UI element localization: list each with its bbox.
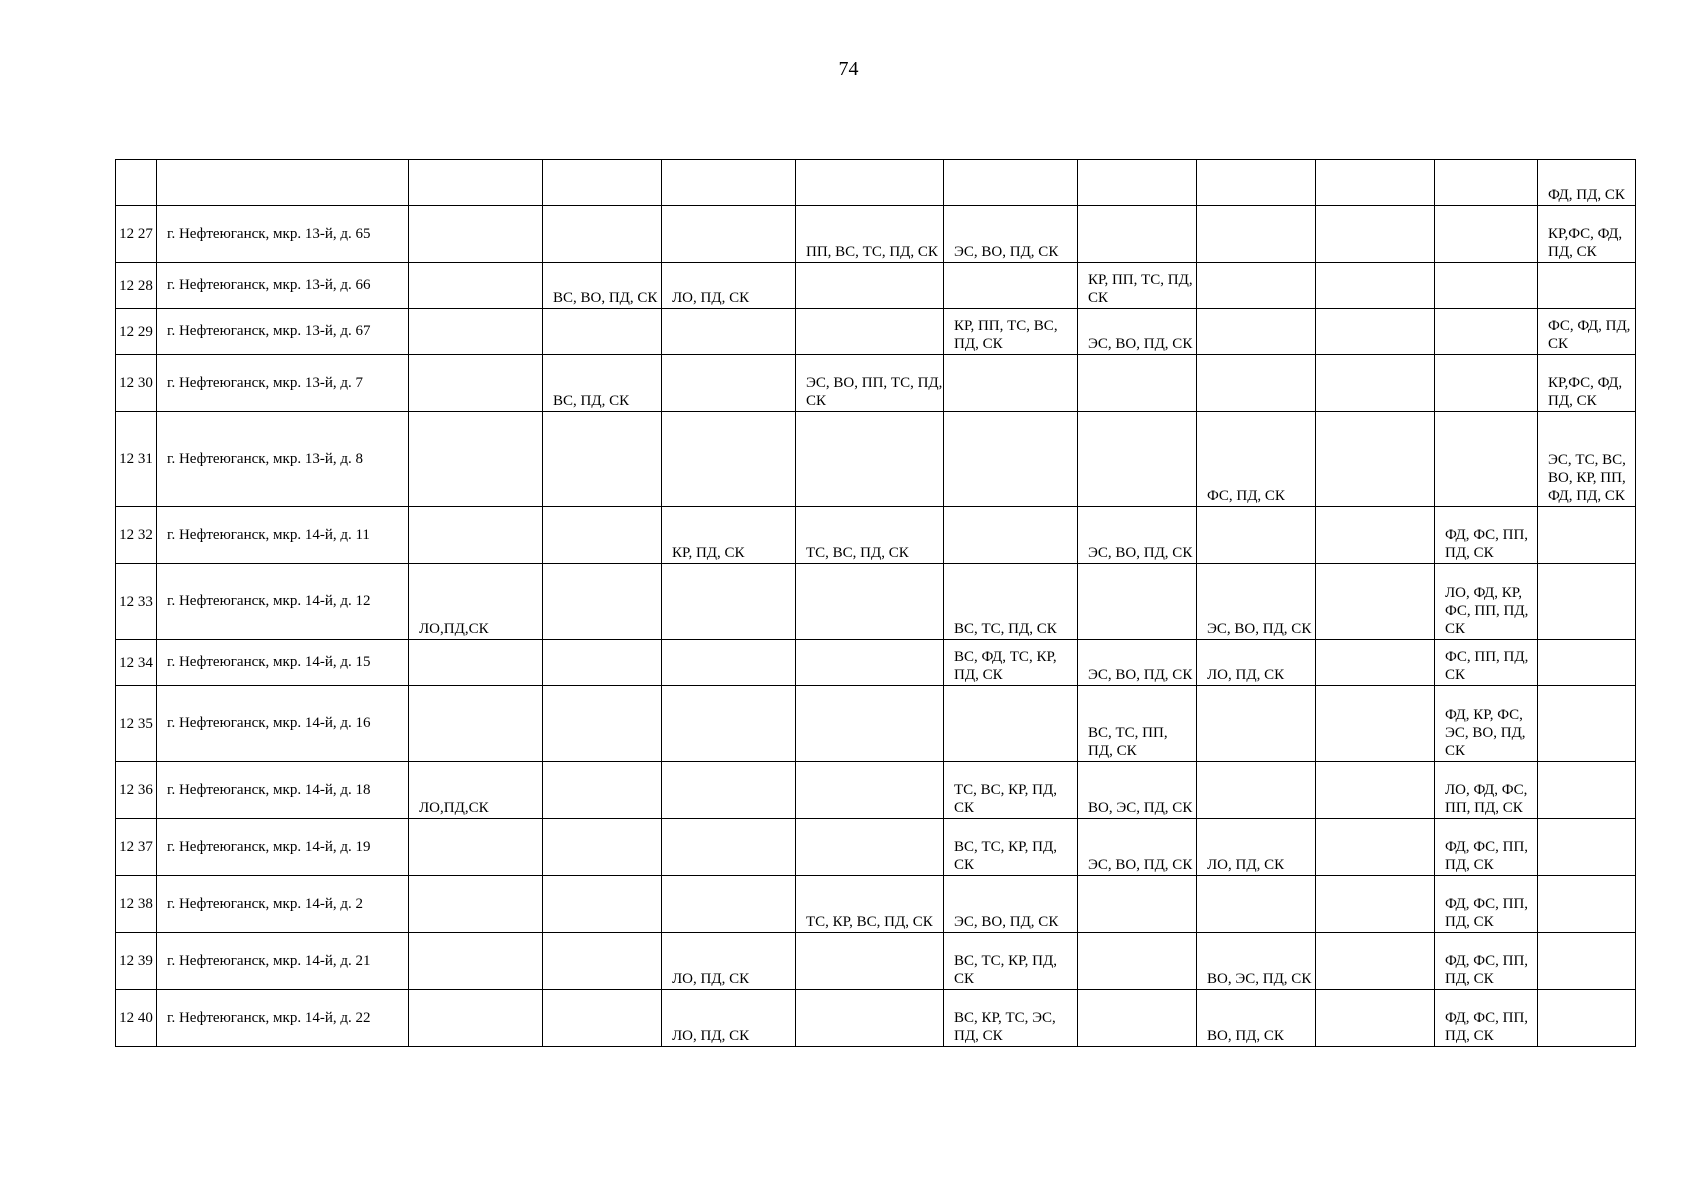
work-types-cell bbox=[1078, 412, 1197, 507]
work-types-cell bbox=[543, 819, 662, 876]
table-row bbox=[116, 412, 1636, 507]
work-types-cell bbox=[1538, 640, 1636, 686]
work-types-cell: ЭС, ВО, ПП, ТС, ПД, СК bbox=[796, 355, 944, 412]
work-types-cell: ЛО, ПД, СК bbox=[1197, 819, 1316, 876]
work-types-cell: ФС, ПП, ПД, СК bbox=[1435, 640, 1538, 686]
work-types-cell: ПП, ВС, ТС, ПД, СК bbox=[796, 206, 944, 263]
row-number: 12 40 bbox=[116, 990, 157, 1047]
work-types-cell: ВС, ФД, ТС, КР, ПД, СК bbox=[944, 640, 1078, 686]
work-types-cell: КР,ФС, ФД, ПД, СК bbox=[1538, 206, 1636, 263]
work-types-cell: КР, ПП, ТС, ВС, ПД, СК bbox=[944, 309, 1078, 355]
row-number: 12 36 bbox=[116, 762, 157, 819]
work-types-cell bbox=[1435, 355, 1538, 412]
work-types-cell: КР, ПД, СК bbox=[662, 507, 796, 564]
work-types-cell bbox=[1316, 507, 1435, 564]
row-number: 12 29 bbox=[116, 309, 157, 355]
work-types-cell bbox=[1316, 762, 1435, 819]
work-types-cell bbox=[409, 309, 543, 355]
work-types-cell: ЛО, ФД, КР, ФС, ПП, ПД, СК bbox=[1435, 564, 1538, 640]
work-types-cell bbox=[1078, 206, 1197, 263]
work-types-cell bbox=[662, 160, 796, 206]
table-row bbox=[116, 564, 1636, 640]
work-types-cell: ЛО,ПД,СК bbox=[409, 564, 543, 640]
row-number bbox=[116, 160, 157, 206]
address-cell: г. Нефтеюганск, мкр. 13-й, д. 66 bbox=[157, 263, 409, 309]
work-types-cell bbox=[944, 355, 1078, 412]
work-types-cell bbox=[662, 686, 796, 762]
work-types-cell: ФС, ПД, СК bbox=[1197, 412, 1316, 507]
table-row bbox=[116, 819, 1636, 876]
address-cell: г. Нефтеюганск, мкр. 13-й, д. 67 bbox=[157, 309, 409, 355]
work-types-cell bbox=[1078, 355, 1197, 412]
work-types-cell bbox=[662, 640, 796, 686]
work-types-cell bbox=[796, 263, 944, 309]
work-types-cell: КР, ПП, ТС, ПД, СК bbox=[1078, 263, 1197, 309]
table-row bbox=[116, 686, 1636, 762]
repair-schedule-table bbox=[115, 159, 1636, 1047]
work-types-cell: ЛО, ПД, СК bbox=[1197, 640, 1316, 686]
address-cell: г. Нефтеюганск, мкр. 14-й, д. 19 bbox=[157, 819, 409, 876]
work-types-cell bbox=[1538, 819, 1636, 876]
work-types-cell: ЛО, ПД, СК bbox=[662, 990, 796, 1047]
work-types-cell: ЭС, ВО, ПД, СК bbox=[944, 876, 1078, 933]
work-types-cell: ФД, ФС, ПП, ПД, СК bbox=[1435, 876, 1538, 933]
address-cell: г. Нефтеюганск, мкр. 13-й, д. 7 bbox=[157, 355, 409, 412]
work-types-cell bbox=[543, 640, 662, 686]
address-cell: г. Нефтеюганск, мкр. 14-й, д. 16 bbox=[157, 686, 409, 762]
work-types-cell bbox=[543, 564, 662, 640]
work-types-cell bbox=[409, 412, 543, 507]
work-types-cell: ВС, ТС, ПД, СК bbox=[944, 564, 1078, 640]
work-types-cell bbox=[1538, 507, 1636, 564]
work-types-cell: ВО, ЭС, ПД, СК bbox=[1078, 762, 1197, 819]
work-types-cell bbox=[662, 412, 796, 507]
work-types-cell bbox=[1316, 160, 1435, 206]
work-types-cell bbox=[409, 507, 543, 564]
work-types-cell bbox=[796, 160, 944, 206]
work-types-cell: ЛО, ПД, СК bbox=[662, 933, 796, 990]
work-types-cell: ВС, КР, ТС, ЭС, ПД, СК bbox=[944, 990, 1078, 1047]
work-types-cell bbox=[662, 762, 796, 819]
work-types-cell bbox=[1435, 412, 1538, 507]
address-cell: г. Нефтеюганск, мкр. 14-й, д. 18 bbox=[157, 762, 409, 819]
work-types-cell bbox=[1078, 564, 1197, 640]
work-types-cell bbox=[1078, 876, 1197, 933]
work-types-cell bbox=[796, 990, 944, 1047]
work-types-cell bbox=[1538, 990, 1636, 1047]
work-types-cell bbox=[662, 206, 796, 263]
work-types-cell bbox=[1316, 564, 1435, 640]
work-types-cell bbox=[543, 160, 662, 206]
work-types-cell: ТС, ВС, ПД, СК bbox=[796, 507, 944, 564]
work-types-cell bbox=[662, 819, 796, 876]
work-types-cell bbox=[1316, 355, 1435, 412]
work-types-cell bbox=[1197, 263, 1316, 309]
work-types-cell bbox=[1538, 762, 1636, 819]
table-row bbox=[116, 507, 1636, 564]
work-types-cell bbox=[1538, 933, 1636, 990]
work-types-cell: ФС, ФД, ПД, СК bbox=[1538, 309, 1636, 355]
work-types-cell bbox=[796, 933, 944, 990]
work-types-cell bbox=[1435, 206, 1538, 263]
row-number: 12 31 bbox=[116, 412, 157, 507]
work-types-cell: ЭС, ВО, ПД, СК bbox=[1078, 309, 1197, 355]
work-types-cell bbox=[409, 819, 543, 876]
work-types-cell bbox=[409, 640, 543, 686]
table-row bbox=[116, 640, 1636, 686]
table-row bbox=[116, 933, 1636, 990]
work-types-cell bbox=[1197, 355, 1316, 412]
work-types-cell: ЛО,ПД,СК bbox=[409, 762, 543, 819]
work-types-cell bbox=[944, 160, 1078, 206]
page-number: 74 bbox=[838, 58, 859, 80]
work-types-cell bbox=[543, 309, 662, 355]
work-types-cell bbox=[796, 819, 944, 876]
address-cell: г. Нефтеюганск, мкр. 13-й, д. 8 bbox=[157, 412, 409, 507]
work-types-cell: ФД, ФС, ПП, ПД, СК bbox=[1435, 507, 1538, 564]
address-cell: г. Нефтеюганск, мкр. 14-й, д. 2 bbox=[157, 876, 409, 933]
work-types-cell: ВС, ПД, СК bbox=[543, 355, 662, 412]
row-number: 12 35 bbox=[116, 686, 157, 762]
work-types-cell: ВС, ТС, КР, ПД, СК bbox=[944, 933, 1078, 990]
work-types-cell bbox=[944, 507, 1078, 564]
row-number: 12 37 bbox=[116, 819, 157, 876]
table-row bbox=[116, 355, 1636, 412]
table-row bbox=[116, 263, 1636, 309]
work-types-cell: ТС, КР, ВС, ПД, СК bbox=[796, 876, 944, 933]
work-types-cell bbox=[1316, 412, 1435, 507]
table-row bbox=[116, 876, 1636, 933]
work-types-cell bbox=[543, 507, 662, 564]
table-row bbox=[116, 160, 1636, 206]
work-types-cell bbox=[409, 263, 543, 309]
work-types-cell: ЭС, ВО, ПД, СК bbox=[1078, 819, 1197, 876]
work-types-cell: ЭС, ВО, ПД, СК bbox=[1197, 564, 1316, 640]
work-types-cell: ЭС, ВО, ПД, СК bbox=[1078, 640, 1197, 686]
work-types-cell bbox=[1316, 309, 1435, 355]
work-types-cell bbox=[1197, 686, 1316, 762]
work-types-cell: ФД, ФС, ПП, ПД, СК bbox=[1435, 990, 1538, 1047]
work-types-cell bbox=[796, 762, 944, 819]
work-types-cell bbox=[1435, 263, 1538, 309]
work-types-cell bbox=[1078, 933, 1197, 990]
work-types-cell bbox=[1435, 309, 1538, 355]
work-types-cell bbox=[543, 876, 662, 933]
work-types-cell bbox=[1538, 263, 1636, 309]
row-number: 12 30 bbox=[116, 355, 157, 412]
work-types-cell bbox=[944, 412, 1078, 507]
address-cell: г. Нефтеюганск, мкр. 14-й, д. 11 bbox=[157, 507, 409, 564]
work-types-cell bbox=[543, 990, 662, 1047]
work-types-cell bbox=[662, 309, 796, 355]
work-types-cell bbox=[1316, 933, 1435, 990]
work-types-cell bbox=[409, 355, 543, 412]
work-types-cell: КР,ФС, ФД, ПД, СК bbox=[1538, 355, 1636, 412]
work-types-cell bbox=[1316, 686, 1435, 762]
work-types-cell bbox=[409, 876, 543, 933]
work-types-cell bbox=[1316, 263, 1435, 309]
work-types-cell bbox=[796, 412, 944, 507]
address-cell: г. Нефтеюганск, мкр. 14-й, д. 21 bbox=[157, 933, 409, 990]
work-types-cell bbox=[1316, 990, 1435, 1047]
row-number: 12 39 bbox=[116, 933, 157, 990]
work-types-cell bbox=[543, 412, 662, 507]
work-types-cell bbox=[796, 640, 944, 686]
work-types-cell bbox=[1316, 876, 1435, 933]
address-cell: г. Нефтеюганск, мкр. 14-й, д. 15 bbox=[157, 640, 409, 686]
work-types-cell bbox=[1316, 640, 1435, 686]
work-types-cell bbox=[1316, 819, 1435, 876]
work-types-cell: ФД, ПД, СК bbox=[1538, 160, 1636, 206]
work-types-cell bbox=[796, 686, 944, 762]
work-types-cell bbox=[662, 564, 796, 640]
work-types-cell bbox=[409, 990, 543, 1047]
work-types-cell bbox=[409, 686, 543, 762]
table-row bbox=[116, 990, 1636, 1047]
work-types-cell bbox=[1078, 160, 1197, 206]
work-types-cell bbox=[1435, 160, 1538, 206]
work-types-cell bbox=[1538, 564, 1636, 640]
work-types-cell bbox=[1197, 762, 1316, 819]
work-types-cell: ЭС, ТС, ВС, ВО, КР, ПП, ФД, ПД, СК bbox=[1538, 412, 1636, 507]
work-types-cell bbox=[1197, 160, 1316, 206]
work-types-cell bbox=[409, 206, 543, 263]
work-types-cell bbox=[543, 762, 662, 819]
work-types-cell bbox=[1197, 206, 1316, 263]
work-types-cell bbox=[662, 876, 796, 933]
address-cell: г. Нефтеюганск, мкр. 13-й, д. 65 bbox=[157, 206, 409, 263]
row-number: 12 32 bbox=[116, 507, 157, 564]
work-types-cell bbox=[409, 160, 543, 206]
work-types-cell bbox=[543, 933, 662, 990]
work-types-cell: ВС, ТС, ПП, ПД, СК bbox=[1078, 686, 1197, 762]
table-row bbox=[116, 309, 1636, 355]
work-types-cell bbox=[662, 355, 796, 412]
work-types-cell: ТС, ВС, КР, ПД, СК bbox=[944, 762, 1078, 819]
address-cell: г. Нефтеюганск, мкр. 14-й, д. 12 bbox=[157, 564, 409, 640]
work-types-cell bbox=[944, 263, 1078, 309]
table-body bbox=[116, 160, 1636, 1047]
row-number: 12 27 bbox=[116, 206, 157, 263]
work-types-cell: ФД, ФС, ПП, ПД, СК bbox=[1435, 819, 1538, 876]
work-types-cell bbox=[543, 686, 662, 762]
row-number: 12 34 bbox=[116, 640, 157, 686]
work-types-cell bbox=[796, 564, 944, 640]
work-types-cell: ВО, ПД, СК bbox=[1197, 990, 1316, 1047]
table-row bbox=[116, 206, 1636, 263]
work-types-cell bbox=[944, 686, 1078, 762]
work-types-cell: ВО, ЭС, ПД, СК bbox=[1197, 933, 1316, 990]
address-cell bbox=[157, 160, 409, 206]
work-types-cell: ФД, КР, ФС, ЭС, ВО, ПД, СК bbox=[1435, 686, 1538, 762]
work-types-cell: ФД, ФС, ПП, ПД, СК bbox=[1435, 933, 1538, 990]
work-types-cell bbox=[1538, 876, 1636, 933]
work-types-cell: ВС, ТС, КР, ПД, СК bbox=[944, 819, 1078, 876]
work-types-cell bbox=[1197, 507, 1316, 564]
work-types-cell: ВС, ВО, ПД, СК bbox=[543, 263, 662, 309]
work-types-cell bbox=[1538, 686, 1636, 762]
work-types-cell bbox=[1316, 206, 1435, 263]
work-types-cell bbox=[1197, 309, 1316, 355]
row-number: 12 38 bbox=[116, 876, 157, 933]
table-row bbox=[116, 762, 1636, 819]
work-types-cell: ЛО, ПД, СК bbox=[662, 263, 796, 309]
work-types-cell bbox=[1197, 876, 1316, 933]
work-types-cell: ЛО, ФД, ФС, ПП, ПД, СК bbox=[1435, 762, 1538, 819]
work-types-cell bbox=[796, 309, 944, 355]
address-cell: г. Нефтеюганск, мкр. 14-й, д. 22 bbox=[157, 990, 409, 1047]
work-types-cell: ЭС, ВО, ПД, СК bbox=[1078, 507, 1197, 564]
row-number: 12 33 bbox=[116, 564, 157, 640]
work-types-cell bbox=[543, 206, 662, 263]
work-types-cell: ЭС, ВО, ПД, СК bbox=[944, 206, 1078, 263]
work-types-cell bbox=[1078, 990, 1197, 1047]
work-types-cell bbox=[409, 933, 543, 990]
row-number: 12 28 bbox=[116, 263, 157, 309]
